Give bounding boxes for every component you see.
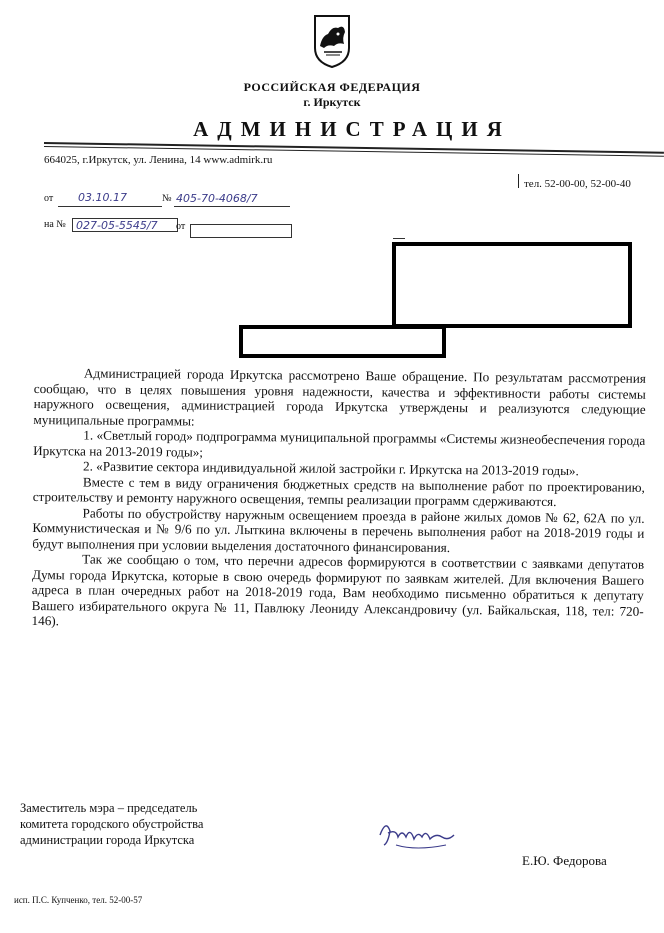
city-heading: г. Иркутск <box>303 95 361 109</box>
paragraph: Администрацией города Иркутска рассмотрено Ваше обращение. По результатам рассмотрения сообщаю, что в целях повышения уровня надежности, качества и эффективности работы системы наружного освещения, администрацией города Иркутска утверждены и реализуются следующие муниципальные программы: <box>33 365 646 429</box>
reply-date-field <box>190 224 292 238</box>
reply-label: на № <box>44 219 66 230</box>
redacted-salutation <box>239 325 446 358</box>
city-emblem-icon <box>312 14 352 68</box>
signatory-name: Е.Ю. Федорова <box>522 853 607 868</box>
number-label: № <box>162 193 172 204</box>
reply-from-label: от <box>176 221 186 232</box>
organization-phone: тел. 52-00-00, 52-00-40 <box>524 178 631 190</box>
paragraph: Вместе с тем в виду ограничения бюджетных средств на выполнение работ по проектированию, строительству и ремонту наружного освещения, темпы реализации программ сдерживаются. <box>32 473 645 510</box>
organization-address: 664025, г.Иркутск, ул. Ленина, 14 www.admirk.ru <box>44 154 273 166</box>
signatory-position <box>20 800 203 848</box>
reply-number-value: 027-05-5545/7 <box>76 219 158 232</box>
executor-note: исп. П.С. Купченко, тел. 52-00-57 <box>14 895 143 905</box>
country-heading: РОССИЙСКАЯ ФЕДЕРАЦИЯ <box>243 80 421 94</box>
number-value: 405-70-4068/7 <box>176 192 258 205</box>
position-line: администрации города Иркутска <box>20 833 195 847</box>
from-date-value: 03.10.17 <box>78 191 127 204</box>
list-item: 1. «Светлый город» подпрограмма муниципальной программы «Системы жизнеобеспечения города Иркутска на 2013-2019 годы»; <box>33 427 646 460</box>
phone-divider <box>518 174 519 188</box>
position-line: Заместитель мэра – председатель <box>20 801 198 815</box>
paragraph: Так же сообщаю о том, что перечни адресов формируются в соответствии с заявками депутатов Думы города Иркутска, которые в свою очередь формируют по заявкам жителей. Для включения Вашего адреса в план очередных работ на 2018-2019 года, Вам необходимо письменно обратиться к депутату Вашего избирательного округа № 11, Павлюку Леониду Александровичу (ул. Байкальская, 118, тел: 720-146). <box>31 551 645 629</box>
paragraph: Работы по обустройству наружным освещением проезда в районе жилых домов № 62, 62А по ул. Коммунистическая и № 9/6 по ул. Лыткина включены в перечень выполнения работ на 2018-2019 годы и будут выполнения при условии выделения достаточного финансирования. <box>32 504 645 555</box>
redacted-recipient-block <box>392 242 632 328</box>
from-label: от <box>44 193 54 204</box>
letter-body <box>31 365 646 634</box>
handwritten-signature <box>376 815 456 861</box>
address-corner-mark <box>393 238 405 239</box>
position-line: комитета городского обустройства <box>20 817 204 831</box>
list-item: 2. «Развитие сектора индивидуальной жилой застройки г. Иркутска на 2013-2019 годы». <box>82 458 579 479</box>
document-title: АДМИНИСТРАЦИЯ <box>193 117 511 141</box>
